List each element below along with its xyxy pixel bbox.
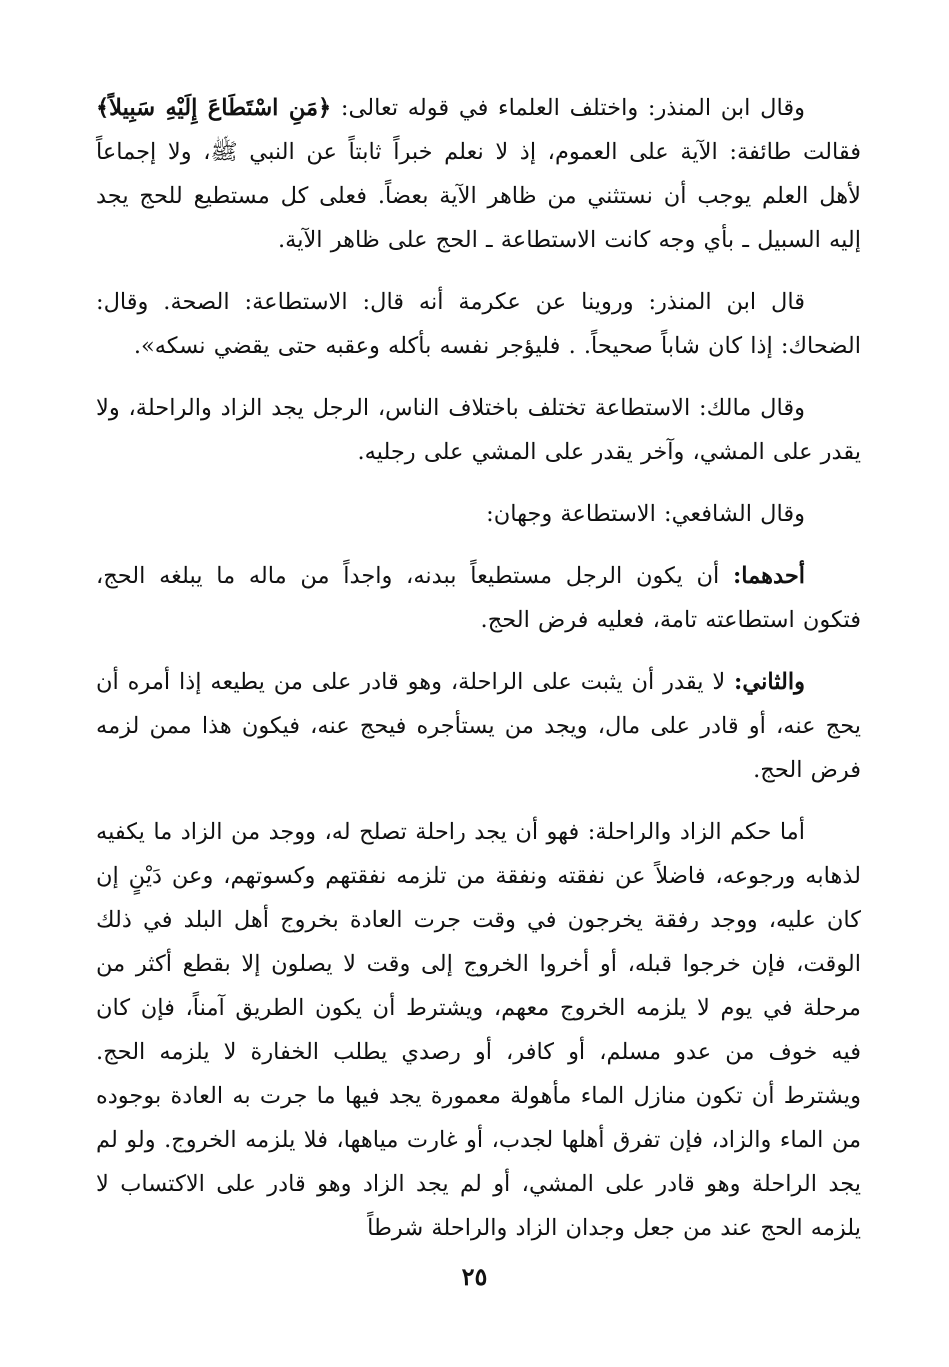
paragraph-second-aspect <box>96 660 861 792</box>
paragraph-lead: والثاني: <box>734 669 805 695</box>
paragraph-text-before-quote: وقال ابن المنذر: واختلف العلماء في قوله تعالى: <box>331 95 805 121</box>
paragraph-first-aspect <box>96 554 861 642</box>
paragraph-text: قال ابن المنذر: وروينا عن عكرمة أنه قال: الاستطاعة: الصحة. وقال: الضحاك: إذا كان شاباً صحيحاً. . فليؤجر نفسه بأكله وعقبه حتى يقضي نسكه». <box>96 289 861 359</box>
paragraph-lead: أحدهما: <box>732 563 805 589</box>
page-body <box>96 86 861 1307</box>
paragraph-shafii <box>96 492 861 536</box>
paragraph-text-after-quote: فقالت طائفة: الآية على العموم، إذ لا نعلم خبراً ثابتاً عن النبي ﷺ، ولا إجماعاً لأهل العلم يوجب أن نستثني من ظاهر الآية بعضاً. فعلى كل مستطيع للحج يجد إليه السبيل ـ بأي وجه كانت الاستطاعة ـ الحج على ظاهر الآية. <box>96 139 861 253</box>
paragraph-ikrima <box>96 280 861 368</box>
quran-verse: ﴿مَنِ اسْتَطَاعَ إِلَيْهِ سَبِيلاً﴾ <box>96 95 332 121</box>
paragraph-malik <box>96 386 861 474</box>
paragraph-text: لا يقدر أن يثبت على الراحلة، وهو قادر على من يطيعه إذا أمره أن يحج عنه، أو قادر على مال، ويجد من يستأجره فيحج عنه، فيكون هذا ممن لزمه فرض الحج. <box>96 669 861 783</box>
paragraph-text: أن يكون الرجل مستطيعاً ببدنه، واجداً من ماله ما يبلغه الحج، فتكون استطاعته تامة، فعليه فرض الحج. <box>96 563 861 633</box>
paragraph-text: وقال مالك: الاستطاعة تختلف باختلاف الناس، الرجل يجد الزاد والراحلة، ولا يقدر على المشي، وآخر يقدر على المشي على رجليه. <box>96 395 861 465</box>
paragraph-text: وقال الشافعي: الاستطاعة وجهان: <box>486 501 805 527</box>
paragraph-ibn-almundhir-ayah <box>96 86 861 262</box>
paragraph-provisions-mount <box>96 810 861 1250</box>
page-number: ٢٥ <box>461 1262 488 1291</box>
paragraph-text: أما حكم الزاد والراحلة: فهو أن يجد راحلة تصلح له، ووجد من الزاد ما يكفيه لذهابه ورجوعه، فاضلاً عن نفقته ونفقة من تلزمه نفقتهم وكسوتهم، وعن دَيْنٍ إن كان عليه، ووجد رفقة يخرجون في وقت جرت العادة بخروج أهل البلد في ذلك الوقت، فإن خرجوا قبله، أو أخروا الخروج إلى وقت لا يصلون إلا بقطع أكثر من مرحلة في يوم لا يلزمه الخروج معهم، ويشترط أن يكون الطريق آمناً، فإن كان فيه خوف من عدو مسلم، أو كافر، أو رصدي يطلب الخفارة لا يلزمه الحج. ويشترط أن تكون منازل الماء مأهولة معمورة يجد فيها ما جرت به العادة بوجوده من الماء والزاد، فإن تفرق أهلها لجدب، أو غارت مياهها، فلا يلزمه الخروج. ولو لم يجد الراحلة وهو قادر على المشي، أو لم يجد الزاد وهو قادر على الاكتساب لا يلزمه الحج عند من جعل وجدان الزاد والراحلة شرطاً <box>96 819 861 1241</box>
